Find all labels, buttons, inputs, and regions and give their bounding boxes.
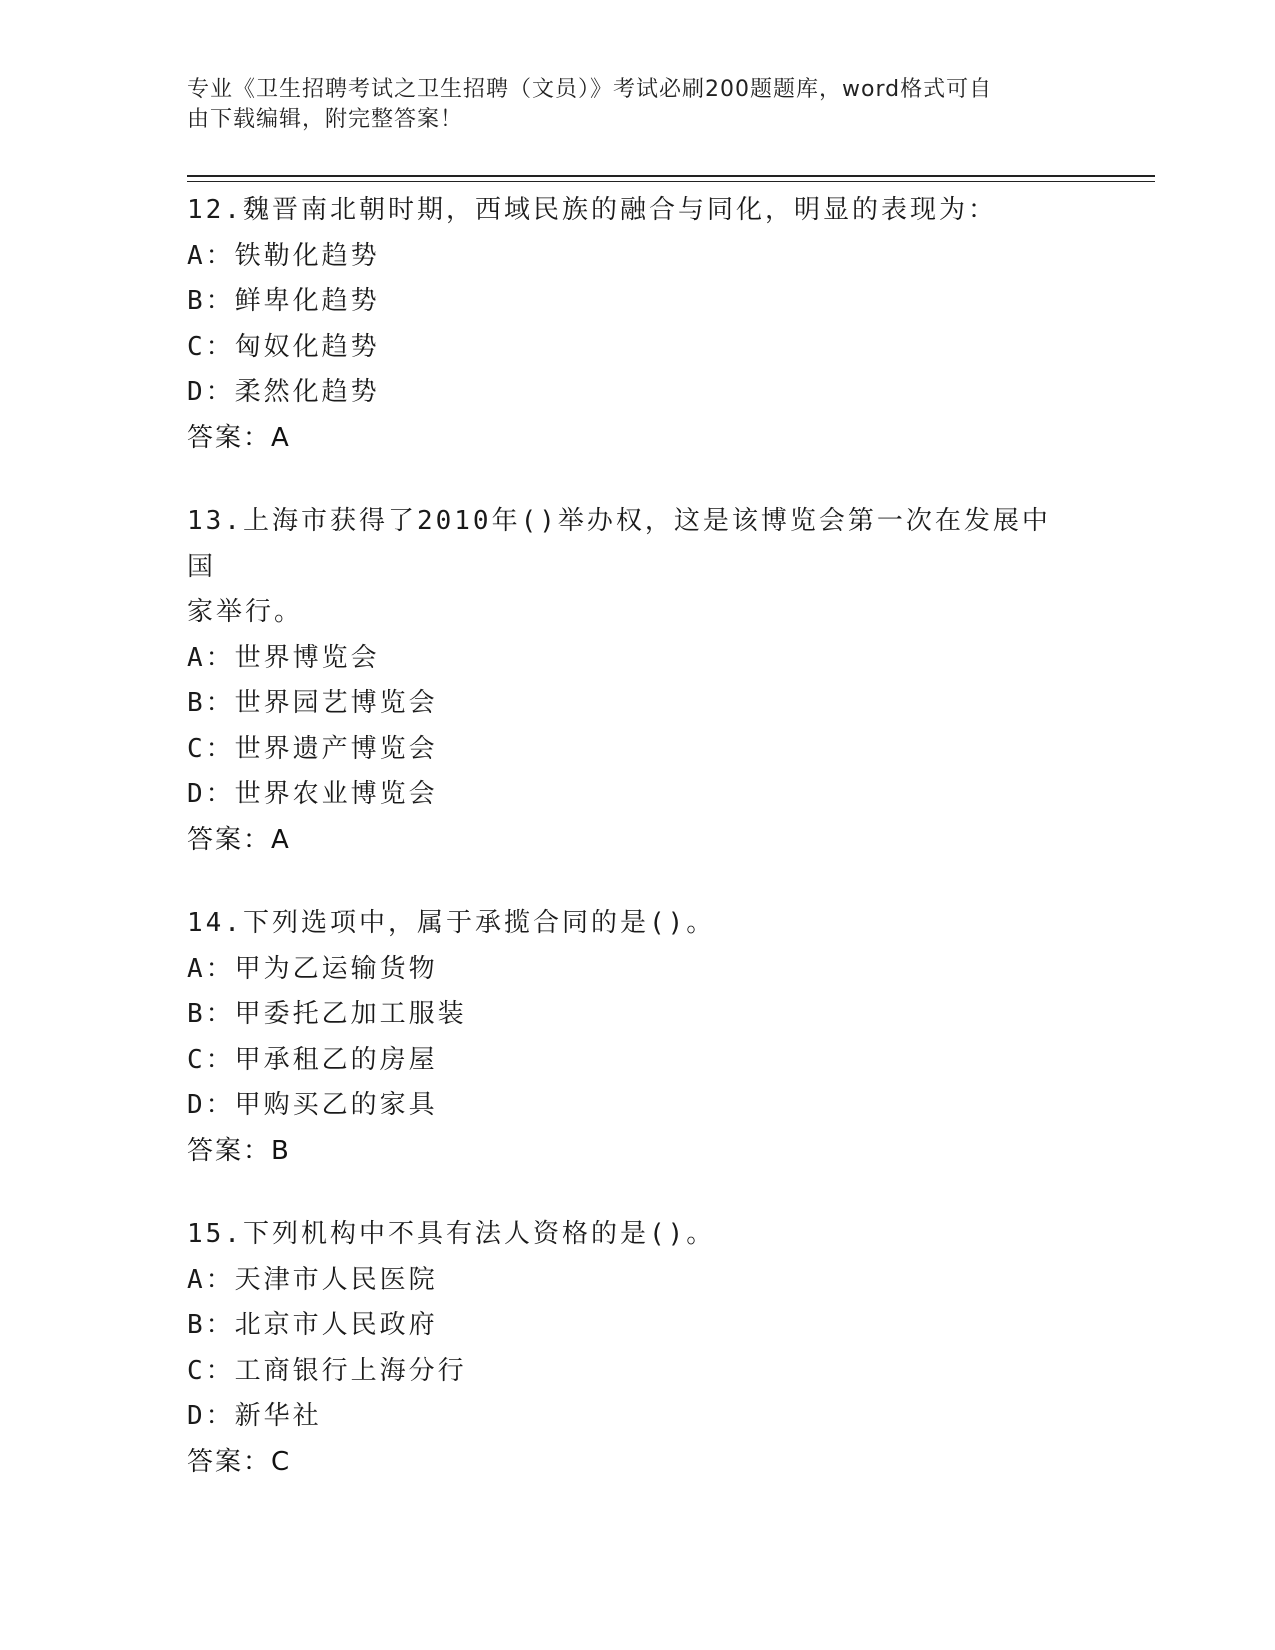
- option-c: C：甲承租乙的房屋: [187, 1044, 438, 1075]
- document-header: [187, 75, 1067, 135]
- answer-line: 答案：A: [187, 824, 291, 855]
- option-a: A：甲为乙运输货物: [187, 953, 438, 984]
- question-stem-line-1: 13.上海市获得了2010年()举办权，这是该博览会第一次在发展中国: [187, 506, 1051, 582]
- question-list: [187, 188, 1107, 1523]
- answer-line: 答案：C: [187, 1446, 292, 1477]
- option-c: C：匈奴化趋势: [187, 331, 380, 362]
- question-13: [187, 499, 1107, 863]
- header-divider-thin: [187, 181, 1155, 182]
- question-stem-line-1: 15.下列机构中不具有法人资格的是()。: [187, 1219, 716, 1249]
- question-14: [187, 901, 1107, 1174]
- header-line-2: 由下载编辑，附完整答案！: [187, 107, 464, 132]
- header-line-1: 专业《卫生招聘考试之卫生招聘（文员）》考试必刷200题题库，word格式可自: [187, 77, 993, 102]
- option-b: B：甲委托乙加工服装: [187, 999, 467, 1029]
- question-stem: [187, 499, 1067, 636]
- option-a: A：天津市人民医院: [187, 1264, 438, 1295]
- option-c: C：世界遗产博览会: [187, 733, 438, 764]
- question-stem-line-2: 家举行。: [187, 597, 304, 627]
- header-divider-thick: [187, 175, 1155, 177]
- question-15: [187, 1212, 1107, 1485]
- option-b: B：鲜卑化趋势: [187, 286, 380, 316]
- option-d: D：世界农业博览会: [187, 779, 438, 809]
- option-d: D：甲购买乙的家具: [187, 1090, 438, 1120]
- question-stem-line-1: 14.下列选项中，属于承揽合同的是()。: [187, 908, 716, 938]
- option-b: B：北京市人民政府: [187, 1310, 438, 1340]
- answer-line: 答案：B: [187, 1135, 291, 1166]
- question-stem: [187, 188, 1067, 234]
- option-b: B：世界园艺博览会: [187, 688, 438, 718]
- question-stem: [187, 901, 1067, 947]
- question-stem: [187, 1212, 1067, 1258]
- option-d: D：新华社: [187, 1401, 322, 1431]
- option-c: C：工商银行上海分行: [187, 1355, 467, 1386]
- question-12: [187, 188, 1107, 461]
- option-d: D：柔然化趋势: [187, 377, 380, 407]
- option-a: A：世界博览会: [187, 642, 380, 673]
- option-a: A：铁勒化趋势: [187, 240, 380, 271]
- answer-line: 答案：A: [187, 422, 291, 453]
- question-stem-line-1: 12.魏晋南北朝时期，西域民族的融合与同化，明显的表现为：: [187, 195, 997, 225]
